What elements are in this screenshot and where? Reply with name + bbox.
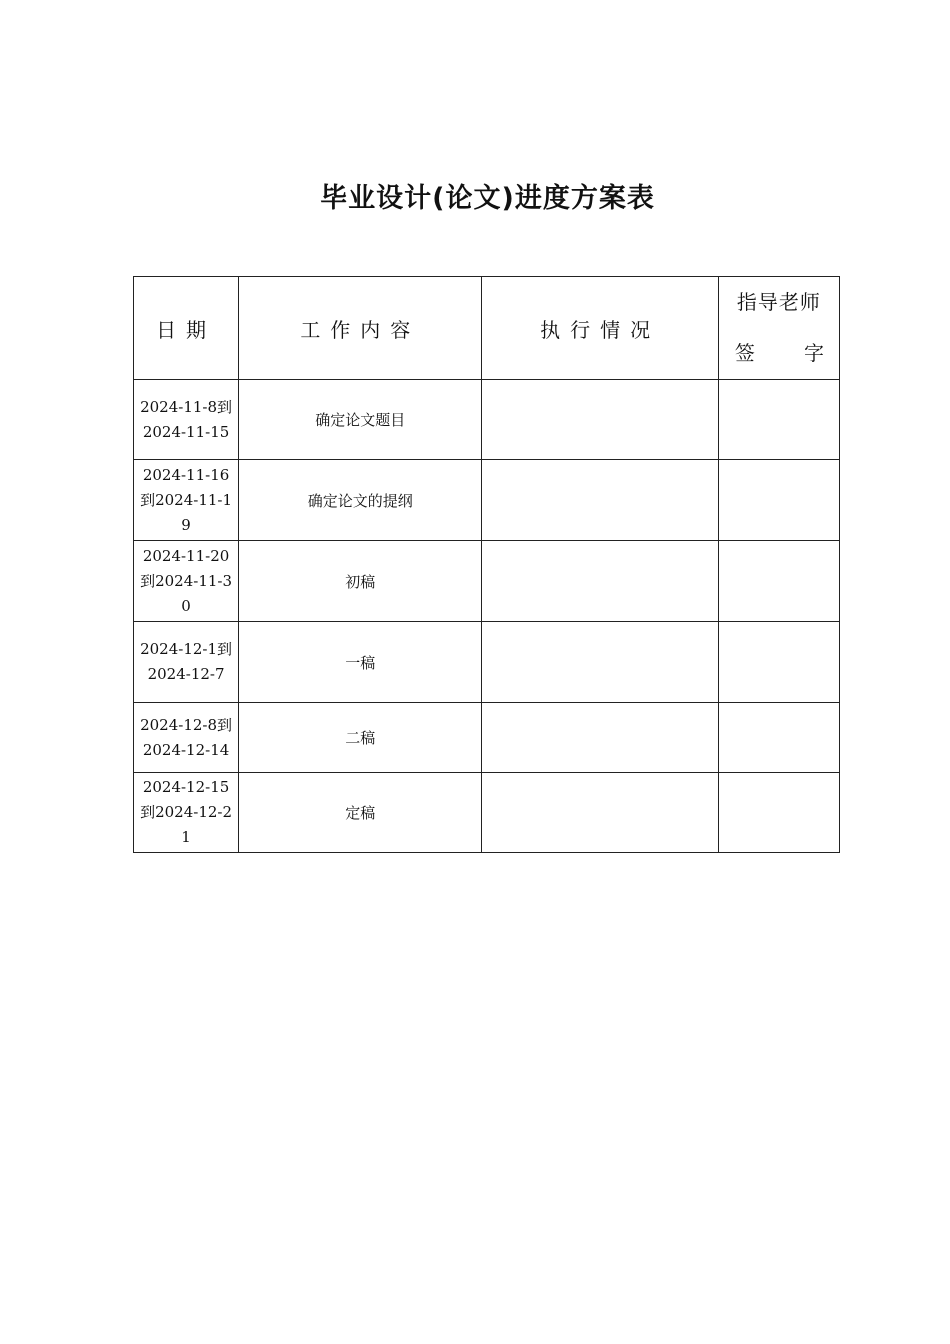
row-signature[interactable] bbox=[718, 460, 839, 541]
header-sign-line1: 指导老师 bbox=[736, 290, 821, 314]
row-date-cell bbox=[134, 460, 239, 541]
header-sign-line2 bbox=[719, 328, 839, 379]
page-title: 毕业设计(论文)进度方案表 bbox=[320, 183, 655, 214]
table-row bbox=[134, 622, 840, 703]
header-sign-char2: 字 bbox=[804, 341, 825, 365]
row-status[interactable] bbox=[482, 773, 718, 853]
table-header-row bbox=[134, 277, 840, 380]
row-status[interactable] bbox=[482, 703, 718, 773]
row-date-cell bbox=[134, 703, 239, 773]
progress-plan-table bbox=[133, 276, 840, 853]
table-row bbox=[134, 380, 840, 460]
row-date-cell bbox=[134, 622, 239, 703]
row-task: 确定论文题目 bbox=[239, 380, 482, 460]
row-status[interactable] bbox=[482, 622, 718, 703]
header-sign-char1: 签 bbox=[734, 341, 756, 365]
row-signature[interactable] bbox=[718, 703, 839, 773]
table-row bbox=[134, 541, 840, 622]
header-execution-status: 执行情况 bbox=[482, 277, 718, 380]
header-date: 日期 bbox=[134, 277, 239, 380]
row-task: 二稿 bbox=[239, 703, 482, 773]
row-status[interactable] bbox=[482, 460, 718, 541]
row-task: 一稿 bbox=[239, 622, 482, 703]
row-task: 确定论文的提纲 bbox=[239, 460, 482, 541]
row-date: 2024-11-8到2024-11-15 bbox=[140, 397, 233, 441]
row-signature[interactable] bbox=[718, 622, 839, 703]
row-date-cell bbox=[134, 380, 239, 460]
row-signature[interactable] bbox=[718, 541, 839, 622]
row-date: 2024-12-15到2024-12-21 bbox=[140, 778, 233, 846]
row-status[interactable] bbox=[482, 541, 718, 622]
row-date-cell bbox=[134, 541, 239, 622]
header-advisor-signature bbox=[718, 277, 839, 380]
row-date: 2024-11-20到2024-11-30 bbox=[140, 546, 233, 615]
row-signature[interactable] bbox=[718, 773, 839, 853]
row-status[interactable] bbox=[482, 380, 718, 460]
row-date: 2024-12-8到2024-12-14 bbox=[140, 715, 233, 759]
row-task: 初稿 bbox=[239, 541, 482, 622]
row-date: 2024-12-1到2024-12-7 bbox=[140, 640, 233, 683]
row-date: 2024-11-16到2024-11-19 bbox=[140, 465, 233, 534]
table-row bbox=[134, 460, 840, 541]
row-signature[interactable] bbox=[718, 380, 839, 460]
table-row bbox=[134, 773, 840, 853]
row-task: 定稿 bbox=[239, 773, 482, 853]
table-row bbox=[134, 703, 840, 773]
row-date-cell bbox=[134, 773, 239, 853]
header-work-content: 工作内容 bbox=[239, 277, 482, 380]
